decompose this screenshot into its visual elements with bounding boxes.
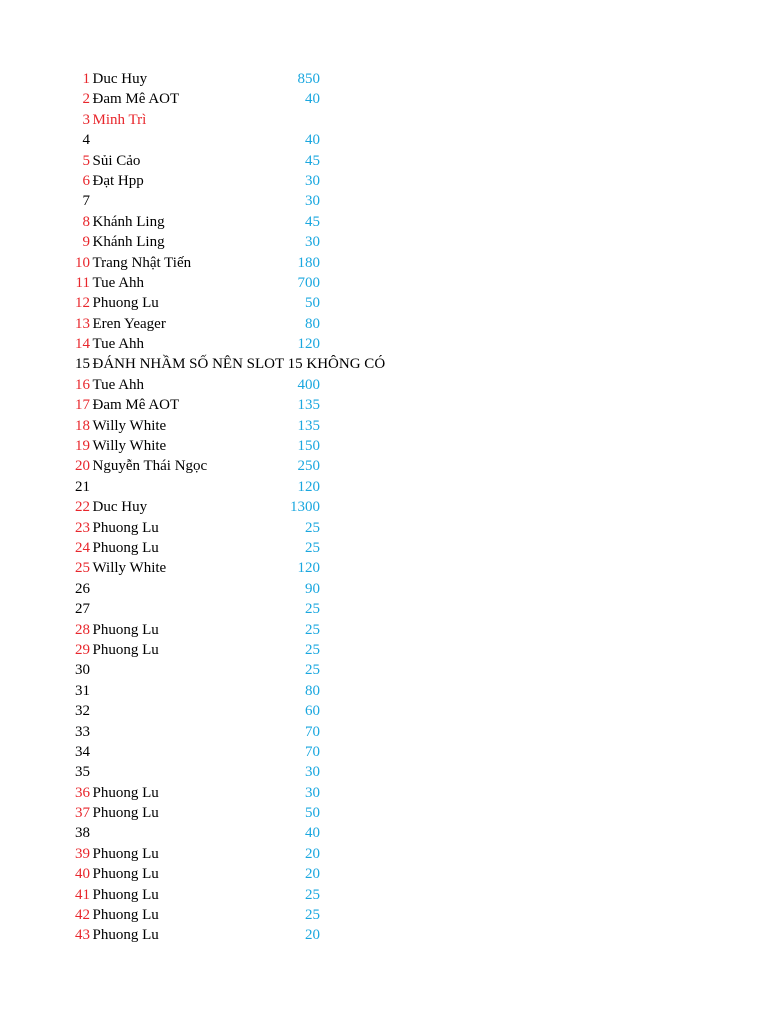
slot-value: 25 (305, 907, 320, 924)
slot-value: 80 (305, 315, 320, 332)
list-item (60, 130, 480, 150)
list-item (60, 232, 480, 252)
list-item (60, 864, 480, 884)
slot-number: 19 (75, 438, 90, 455)
slot-number: 37 (75, 805, 90, 822)
list-item (60, 171, 480, 191)
slot-number: 14 (75, 336, 90, 353)
slot-value: 70 (305, 743, 320, 760)
slot-name: Đạt Hpp (92, 172, 144, 189)
slot-name: Phuong Lu (92, 845, 159, 862)
list-item (60, 191, 480, 211)
slot-name: Phuong Lu (92, 886, 159, 903)
slot-name: Willy White (92, 560, 167, 577)
slot-number: 26 (75, 580, 90, 597)
slot-name: Phuong Lu (92, 784, 159, 801)
slot-number: 15 (75, 356, 90, 373)
slot-list (60, 69, 480, 946)
list-item (60, 722, 480, 742)
slot-value: 60 (305, 703, 320, 720)
list-item (60, 293, 480, 313)
slot-value: 150 (297, 438, 320, 455)
slot-name: Phuong Lu (92, 866, 159, 883)
slot-value: 850 (297, 71, 320, 87)
list-item (60, 273, 480, 293)
slot-value: 40 (305, 91, 320, 108)
slot-note: ĐÁNH NHẦM SỐ NÊN SLOT 15 KHÔNG CÓ (92, 356, 386, 373)
slot-number: 1 (82, 71, 90, 87)
slot-value: 50 (305, 805, 320, 822)
slot-value: 180 (297, 254, 320, 271)
slot-number: 42 (75, 907, 90, 924)
slot-name: Phuong Lu (92, 805, 159, 822)
slot-value: 25 (305, 641, 320, 658)
slot-number: 43 (75, 927, 90, 944)
slot-number: 13 (75, 315, 90, 332)
slot-name: Minh Trì (92, 111, 147, 128)
slot-value: 50 (305, 295, 320, 312)
list-item (60, 660, 480, 680)
list-item (60, 375, 480, 395)
slot-number: 41 (75, 886, 90, 903)
slot-name: Phuong Lu (92, 927, 159, 944)
list-item (60, 314, 480, 334)
list-item (60, 885, 480, 905)
slot-name: Tue Ahh (92, 336, 145, 353)
list-item (60, 497, 480, 517)
slot-value: 30 (305, 784, 320, 801)
slot-number: 17 (75, 397, 90, 414)
slot-name: Sủi Cảo (92, 152, 141, 169)
slot-number: 10 (75, 254, 90, 271)
slot-value: 45 (305, 152, 320, 169)
list-item (60, 477, 480, 497)
slot-value: 135 (297, 417, 320, 434)
list-item (60, 742, 480, 762)
slot-number: 27 (75, 601, 90, 618)
slot-number: 4 (82, 132, 90, 149)
list-item (60, 925, 480, 945)
list-item (60, 334, 480, 354)
slot-number: 34 (75, 743, 90, 760)
slot-value: 25 (305, 601, 320, 618)
slot-name: Willy White (92, 438, 167, 455)
slot-number: 21 (75, 478, 90, 495)
slot-value: 25 (305, 662, 320, 679)
slot-name: Phuong Lu (92, 907, 159, 924)
list-item (60, 762, 480, 782)
list-item (60, 844, 480, 864)
slot-value: 25 (305, 539, 320, 556)
slot-number: 33 (75, 723, 90, 740)
slot-number: 20 (75, 458, 90, 475)
slot-number: 18 (75, 417, 90, 434)
slot-number: 7 (82, 193, 90, 210)
slot-name: Phuong Lu (92, 621, 159, 638)
slot-value: 120 (297, 560, 320, 577)
slot-name: Đam Mê AOT (92, 91, 180, 108)
slot-name: Nguyễn Thái Ngọc (92, 458, 208, 475)
slot-number: 32 (75, 703, 90, 720)
slot-name: Đam Mê AOT (92, 397, 180, 414)
slot-value: 25 (305, 519, 320, 536)
slot-number: 8 (82, 213, 90, 230)
slot-number: 35 (75, 764, 90, 781)
slot-value: 20 (305, 866, 320, 883)
slot-value: 20 (305, 927, 320, 944)
list-item (60, 640, 480, 660)
slot-value: 25 (305, 886, 320, 903)
list-item (60, 783, 480, 803)
slot-value: 30 (305, 193, 320, 210)
slot-number: 9 (82, 234, 90, 251)
slot-name: Khánh Ling (92, 213, 165, 230)
slot-name: Tue Ahh (92, 376, 145, 393)
slot-number: 39 (75, 845, 90, 862)
slot-value: 45 (305, 213, 320, 230)
slot-value: 135 (297, 397, 320, 414)
slot-value: 20 (305, 845, 320, 862)
list-item (60, 253, 480, 273)
slot-name: Phuong Lu (92, 641, 159, 658)
list-item (60, 620, 480, 640)
slot-value: 90 (305, 580, 320, 597)
slot-value: 30 (305, 172, 320, 189)
slot-name: Phuong Lu (92, 539, 159, 556)
list-item (60, 69, 480, 89)
slot-number: 6 (82, 172, 90, 189)
slot-number: 11 (75, 274, 90, 291)
slot-number: 29 (75, 641, 90, 658)
slot-number: 3 (82, 111, 90, 128)
slot-number: 30 (75, 662, 90, 679)
slot-value: 80 (305, 682, 320, 699)
slot-value: 250 (297, 458, 320, 475)
slot-value: 25 (305, 621, 320, 638)
slot-name: Trang Nhật Tiến (92, 254, 192, 271)
slot-number: 2 (82, 91, 90, 108)
slot-number: 28 (75, 621, 90, 638)
slot-value: 30 (305, 234, 320, 251)
list-item (60, 89, 480, 109)
slot-name: Khánh Ling (92, 234, 165, 251)
slot-name: Tue Ahh (92, 274, 145, 291)
list-item (60, 803, 480, 823)
slot-value: 400 (297, 376, 320, 393)
list-item (60, 599, 480, 619)
list-item (60, 354, 480, 374)
slot-value: 30 (305, 764, 320, 781)
slot-number: 36 (75, 784, 90, 801)
slot-value: 1300 (290, 499, 320, 516)
slot-value: 120 (297, 336, 320, 353)
list-item (60, 110, 480, 130)
slot-number: 25 (75, 560, 90, 577)
slot-number: 38 (75, 825, 90, 842)
slot-number: 24 (75, 539, 90, 556)
list-item (60, 905, 480, 925)
list-item (60, 579, 480, 599)
list-item (60, 395, 480, 415)
slot-number: 31 (75, 682, 90, 699)
slot-name: Eren Yeager (92, 315, 166, 332)
list-item (60, 701, 480, 721)
list-item (60, 456, 480, 476)
slot-value: 40 (305, 132, 320, 149)
slot-name: Duc Huy (92, 499, 148, 516)
list-item (60, 518, 480, 538)
slot-name: Willy White (92, 417, 167, 434)
slot-value: 40 (305, 825, 320, 842)
slot-name: Phuong Lu (92, 519, 159, 536)
slot-number: 22 (75, 499, 90, 516)
slot-value: 700 (297, 274, 320, 291)
list-item (60, 823, 480, 843)
list-item (60, 538, 480, 558)
list-item (60, 436, 480, 456)
list-item (60, 558, 480, 578)
slot-name: Duc Huy (92, 71, 148, 87)
list-item (60, 416, 480, 436)
slot-name: Phuong Lu (92, 295, 159, 312)
list-item (60, 151, 480, 171)
slot-number: 12 (75, 295, 90, 312)
list-item (60, 212, 480, 232)
list-item (60, 681, 480, 701)
slot-number: 16 (75, 376, 90, 393)
slot-number: 40 (75, 866, 90, 883)
slot-value: 120 (297, 478, 320, 495)
slot-number: 23 (75, 519, 90, 536)
slot-value: 70 (305, 723, 320, 740)
slot-number: 5 (82, 152, 90, 169)
